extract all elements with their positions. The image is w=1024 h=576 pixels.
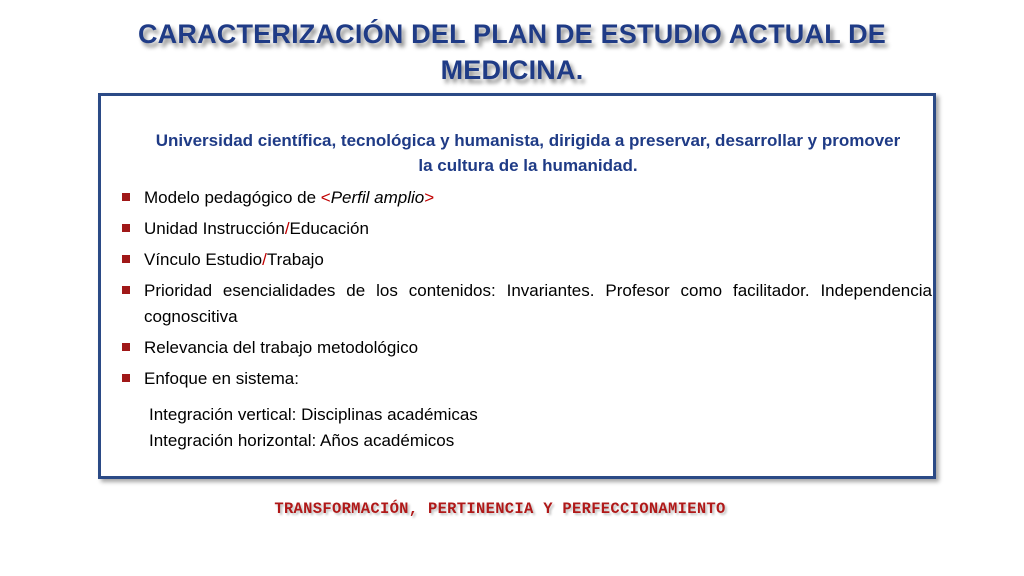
unidad-part-a: Unidad Instrucción <box>144 219 285 238</box>
relevancia-text: Relevancia del trabajo metodológico <box>144 338 419 357</box>
intro-line-2: la cultura de la humanidad. <box>418 156 638 175</box>
slide-title <box>120 16 904 88</box>
list-item-unidad <box>118 216 932 242</box>
prioridad-text: Prioridad esencialidades de los contenidos: Invariantes. Profesor como facilitador. Independencia cognoscitiva <box>144 281 932 326</box>
integration-vertical: Integración vertical: Disciplinas académicas <box>149 405 478 424</box>
list-item-vinculo <box>118 247 932 273</box>
unidad-slash: / <box>284 219 290 238</box>
characteristics-list <box>118 185 932 397</box>
unidad-part-b: Educación <box>289 219 369 238</box>
list-item-relevancia <box>118 335 932 361</box>
list-item-prioridad <box>118 278 932 330</box>
vinculo-part-a: Vínculo Estudio <box>144 250 263 269</box>
modelo-open-bracket: < <box>320 188 331 207</box>
modelo-close-bracket: > <box>424 188 435 207</box>
square-bullet-icon <box>122 343 130 351</box>
square-bullet-icon <box>122 374 130 382</box>
title-line-1: CARACTERIZACIÓN DEL PLAN DE ESTUDIO ACTUAL DE <box>137 19 887 49</box>
list-item-modelo <box>118 185 932 211</box>
intro-line-1: Universidad científica, tecnológica y humanista, dirigida a preservar, desarrollar y promover <box>155 131 901 150</box>
integration-horizontal: Integración horizontal: Años académicos <box>149 431 455 450</box>
square-bullet-icon <box>122 255 130 263</box>
footer-tagline: TRANSFORMACIÓN, PERTINENCIA Y PERFECCIONAMIENTO <box>274 500 726 518</box>
modelo-prefix: Modelo pedagógico de <box>144 188 321 207</box>
vinculo-part-b: Trabajo <box>266 250 324 269</box>
integration-sublist <box>149 402 478 454</box>
square-bullet-icon <box>122 286 130 294</box>
list-item-enfoque <box>118 366 932 392</box>
enfoque-text: Enfoque en sistema: <box>144 369 299 388</box>
title-line-2: MEDICINA. <box>440 55 584 85</box>
modelo-term: Perfil amplio <box>330 188 425 207</box>
square-bullet-icon <box>122 224 130 232</box>
vinculo-slash: / <box>262 250 267 269</box>
square-bullet-icon <box>122 193 130 201</box>
intro-statement <box>118 128 938 178</box>
